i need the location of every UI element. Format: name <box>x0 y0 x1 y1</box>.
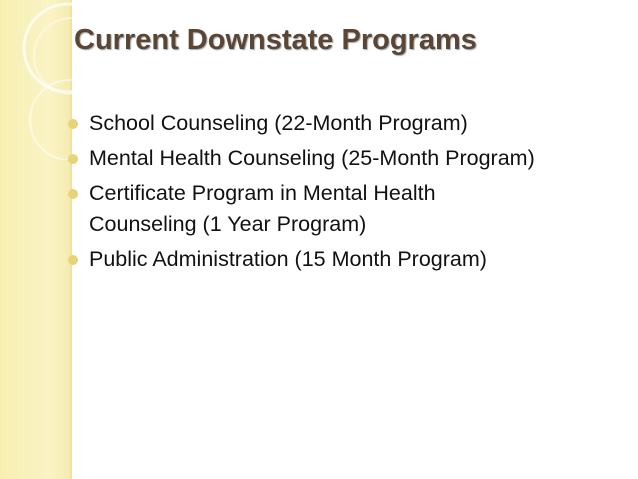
list-item-text: School Counseling (22-Month Program) <box>89 111 468 135</box>
bullet-dot-icon <box>68 119 78 129</box>
slide-title: Current Downstate Programs <box>74 24 477 56</box>
bullet-dot-icon <box>68 154 78 164</box>
list-item <box>65 108 635 139</box>
list-item <box>65 178 635 240</box>
list-item-text: Certificate Program in Mental Health Counseling (1 Year Program) <box>89 181 436 236</box>
bullet-dot-icon <box>68 255 78 265</box>
list-item <box>65 143 635 174</box>
list-item-text: Mental Health Counseling (25-Month Program) <box>89 146 535 170</box>
bullet-dot-icon <box>68 189 78 199</box>
list-item-text: Public Administration (15 Month Program) <box>89 247 487 271</box>
list-item <box>65 244 635 275</box>
program-list <box>65 108 635 279</box>
